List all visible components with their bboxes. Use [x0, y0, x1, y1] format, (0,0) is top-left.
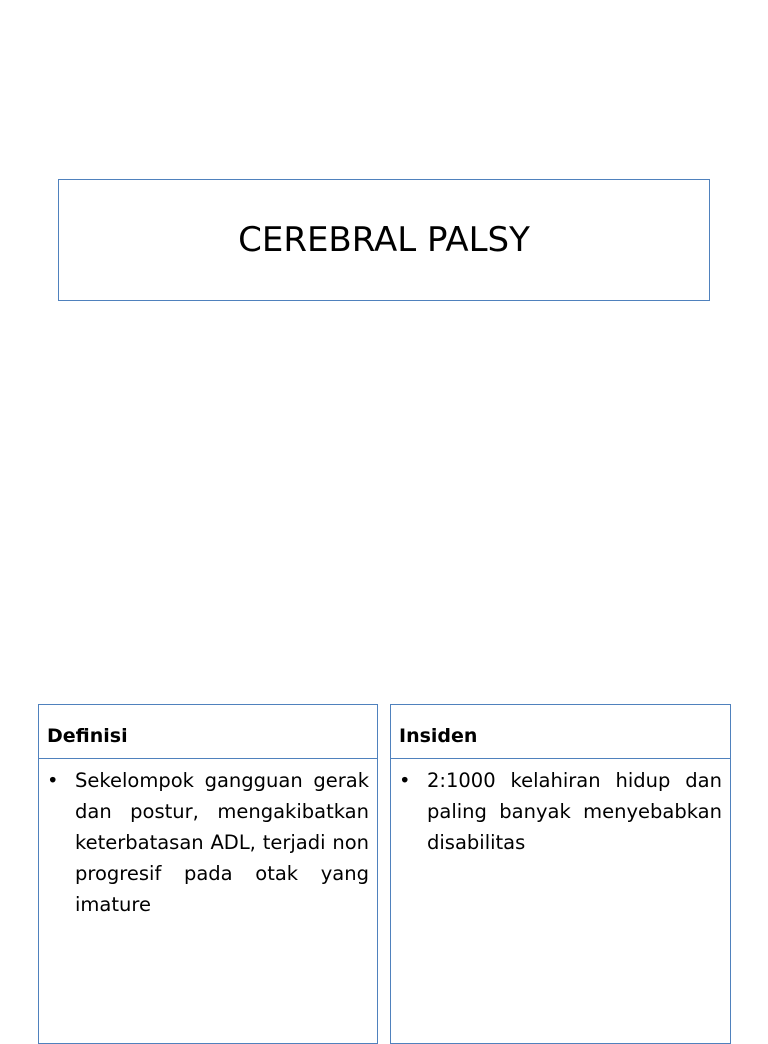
slide-title: CEREBRAL PALSY [238, 220, 530, 260]
bullet-icon: • [47, 769, 59, 792]
definition-text: Sekelompok gangguan gerak dan postur, mengakibatkan keterbatasan ADL, terjadi non progresif pada otak yang imature [75, 769, 369, 916]
bullet-icon: • [399, 769, 411, 792]
definition-header: Definisi [39, 705, 377, 759]
definition-body [39, 759, 377, 920]
list-item [45, 765, 369, 920]
incidence-text: 2:1000 kelahiran hidup dan paling banyak menyebabkan disabilitas [427, 769, 722, 854]
incidence-header: Insiden [391, 705, 730, 759]
title-box [58, 179, 710, 301]
incidence-body [391, 759, 730, 858]
list-item [397, 765, 722, 858]
definition-panel [38, 704, 378, 1044]
incidence-panel [390, 704, 731, 1044]
